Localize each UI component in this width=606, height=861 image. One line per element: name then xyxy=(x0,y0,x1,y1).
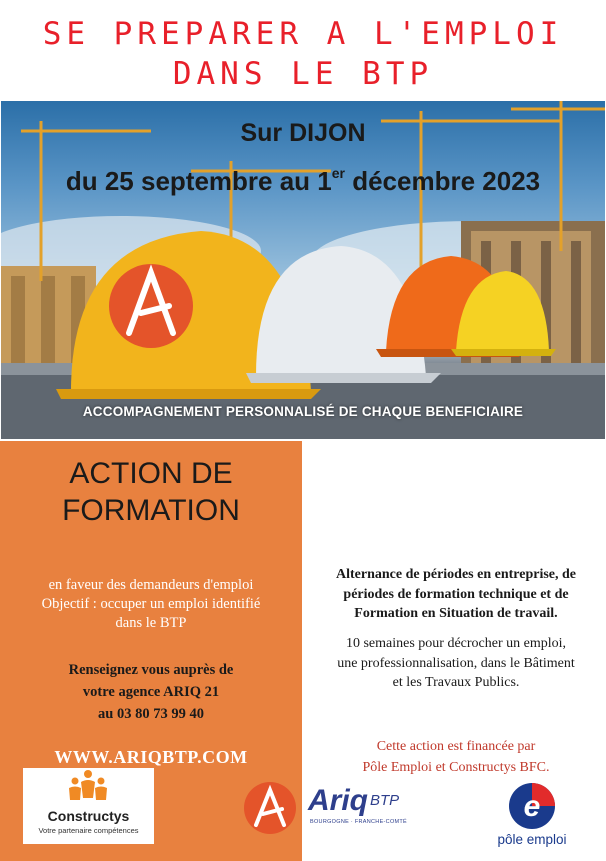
para1-line-3: Formation en Situation de travail. xyxy=(354,606,558,621)
constructys-tagline: Votre partenaire compétences xyxy=(38,826,139,835)
contact-info xyxy=(0,659,302,725)
constructys-name: Constructys xyxy=(47,808,130,824)
alternance-paragraph xyxy=(306,565,606,624)
title-line-1: SE PREPARER A L'EMPLOI xyxy=(42,16,564,52)
pole-emploi-logo xyxy=(482,780,582,850)
ariq-btp-logo xyxy=(242,780,422,835)
duration-paragraph xyxy=(306,634,606,693)
contact-line-1: Renseignez vous auprès de xyxy=(68,662,234,678)
constructys-logo xyxy=(23,768,154,844)
audience-text xyxy=(0,576,302,633)
funding-line-1: Cette action est financée par xyxy=(376,739,536,754)
constructys-people-icon xyxy=(23,768,154,808)
contact-phone[interactable]: au 03 80 73 99 40 xyxy=(98,706,204,722)
para2-line-1: 10 semaines pour décrocher un emploi, xyxy=(345,636,567,651)
construction-scene-illustration xyxy=(1,101,605,439)
funding-line-2: Pôle Emploi et Constructys BFC. xyxy=(362,760,550,775)
pole-emploi-e-icon xyxy=(482,780,582,832)
contact-line-2: votre agence ARIQ 21 xyxy=(82,684,220,700)
audience-line-3: dans le BTP xyxy=(115,615,187,631)
para1-line-2: périodes de formation technique et de xyxy=(343,586,569,602)
audience-line-1: en faveur des demandeurs d'emploi xyxy=(48,577,254,593)
hero-image xyxy=(1,101,605,439)
funding-note xyxy=(306,736,606,778)
action-title xyxy=(0,455,302,529)
svg-text:e: e xyxy=(523,790,541,823)
action-title-line-1: ACTION DE xyxy=(69,457,233,490)
para2-line-2: une professionnalisation, dans le Bâtiment xyxy=(337,655,575,671)
hero-city: Sur DIJON xyxy=(240,119,366,147)
audience-line-2: Objectif : occuper un emploi identifié xyxy=(41,596,261,612)
ariq-name: Ariq xyxy=(308,784,368,817)
title-line-2: DANS LE BTP xyxy=(172,56,434,92)
dates-suffix: décembre 2023 xyxy=(344,166,541,196)
hero-dates xyxy=(1,165,605,197)
para1-line-1: Alternance de périodes en entreprise, de xyxy=(335,567,577,582)
hero-banner: ACCOMPAGNEMENT PERSONNALISÉ DE CHAQUE BENEFICIAIRE xyxy=(82,404,524,419)
ariq-subtitle: BOURGOGNE · FRANCHE-COMTÉ xyxy=(310,819,408,825)
action-title-line-2: FORMATION xyxy=(62,494,240,527)
para2-line-3: et les Travaux Publics. xyxy=(392,675,520,690)
ariq-emblem-icon xyxy=(242,780,302,835)
dates-superscript: er xyxy=(331,165,345,181)
page-title xyxy=(0,14,606,94)
pole-emploi-name: pôle emploi xyxy=(497,832,567,847)
website-link[interactable]: WWW.ARIQBTP.COM xyxy=(54,747,248,767)
dates-prefix: du 25 septembre au 1 xyxy=(65,166,332,196)
ariq-suffix: BTP xyxy=(370,792,400,809)
